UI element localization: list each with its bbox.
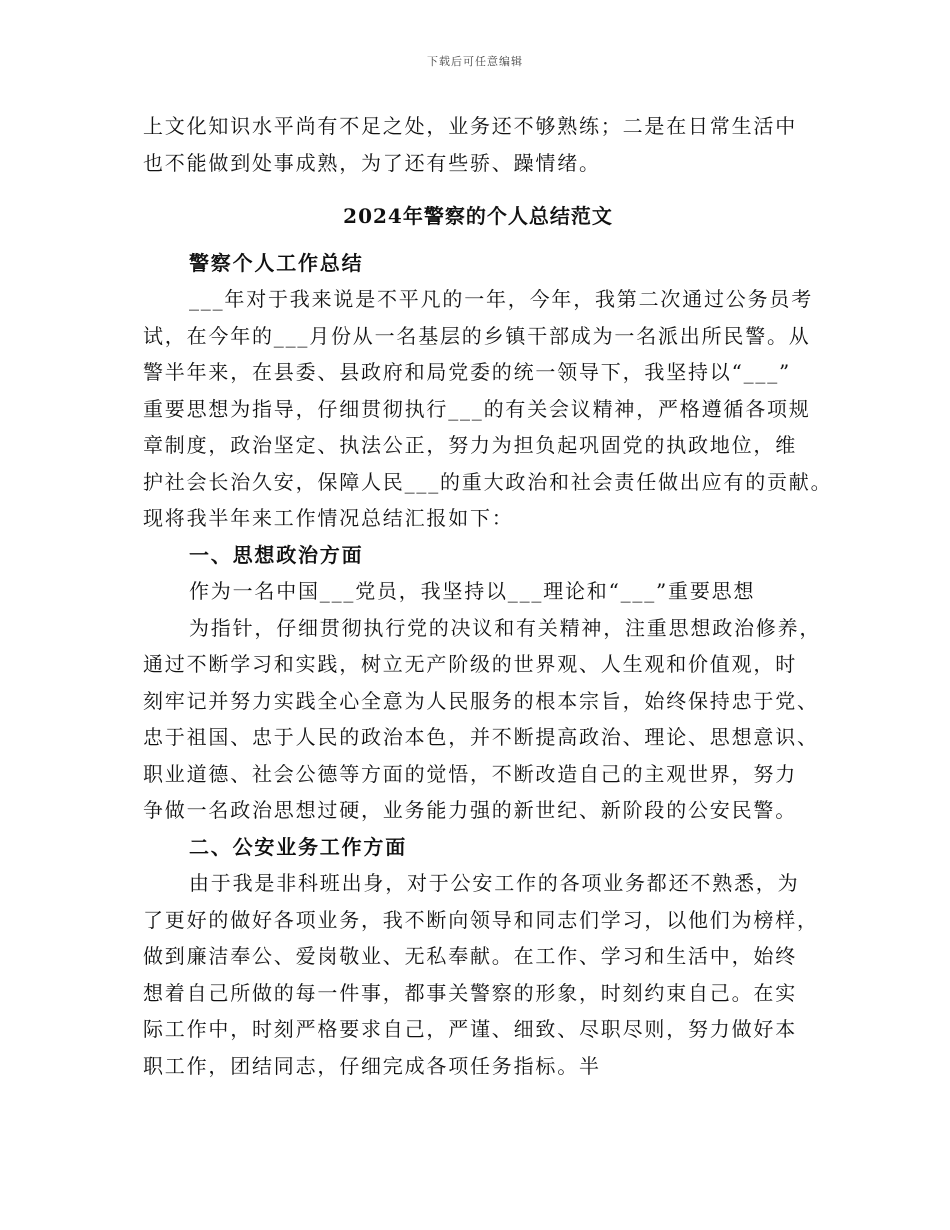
text-line: 试，在今年的___月份从一名基层的乡镇干部成为一名派出所民警。从 xyxy=(143,323,811,348)
text-line: 职业道德、社会公德等方面的觉悟，不断改造自己的主观世界，努力 xyxy=(143,761,797,786)
page-header: 下载后可任意编辑 xyxy=(427,55,523,68)
document-body xyxy=(143,108,833,1084)
text-line: 重要思想为指导，仔细贯彻执行___的有关会议精神，严格遵循各项规 xyxy=(143,396,811,421)
text-line: 章制度，政治坚定、执法公正，努力为担负起巩固党的执政地位，维 xyxy=(143,433,797,457)
paragraph-start: 为指针，仔细贯彻执行党的决议和有关精神，注重思想政治修养， xyxy=(189,615,822,640)
text-line: 上文化知识水平尚有不足之处，业务还不够熟练；二是在日常生活中 xyxy=(143,114,797,138)
text-line: 际工作中，时刻严格要求自己，严谨、细致、尽职尽则，努力做好本 xyxy=(143,1017,797,1041)
section-heading: 二、公安业务工作方面 xyxy=(189,834,407,859)
text-line: 忠于祖国、忠于人民的政治本色，并不断提高政治、理论、思想意识、 xyxy=(143,725,819,749)
text-line: 刻牢记并努力实践全心全意为人民服务的根本宗旨，始终保持忠于党、 xyxy=(143,688,819,713)
text-line: 护社会长治久安，保障人民___的重大政治和社会责任做出应有的贡献。 xyxy=(143,469,833,494)
paragraph-start: ___年对于我来说是不平凡的一年，今年，我第二次通过公务员考 xyxy=(189,287,813,311)
section-subtitle: 警察个人工作总结 xyxy=(189,250,364,275)
paragraph-start: 由于我是非科班出身，对于公安工作的各项业务都还不熟悉，为 xyxy=(189,871,800,895)
text-line: 想着自己所做的每一件事，都事关警察的形象，时刻约束自己。在实 xyxy=(143,980,797,1005)
text-line: 通过不断学习和实践，树立无产阶级的世界观、人生观和价值观，时 xyxy=(143,652,797,676)
text-line: 职工作，团结同志，仔细完成各项任务指标。半 xyxy=(143,1053,601,1078)
paragraph-start: 作为一名中国___党员，我坚持以___理论和“___”重要思想 xyxy=(189,579,756,603)
text-line: 现将我半年来工作情况总结汇报如下： xyxy=(143,506,514,530)
text-line: 也不能做到处事成熟，为了还有些骄、躁情绪。 xyxy=(143,150,601,175)
text-line: 了更好的做好各项业务，我不断向领导和同志们学习，以他们为榜样， xyxy=(143,907,819,932)
text-line: 警半年来，在县委、县政府和局党委的统一领导下，我坚持以“___” xyxy=(143,360,792,384)
document-title: 2024年警察的个人总结范文 xyxy=(343,204,613,228)
text-line: 做到廉洁奉公、爱岗敬业、无私奉献。在工作、学习和生活中，始终 xyxy=(143,944,797,968)
text-line: 争做一名政治思想过硬，业务能力强的新世纪、新阶段的公安民警。 xyxy=(143,798,797,822)
section-heading: 一、思想政治方面 xyxy=(189,542,364,567)
